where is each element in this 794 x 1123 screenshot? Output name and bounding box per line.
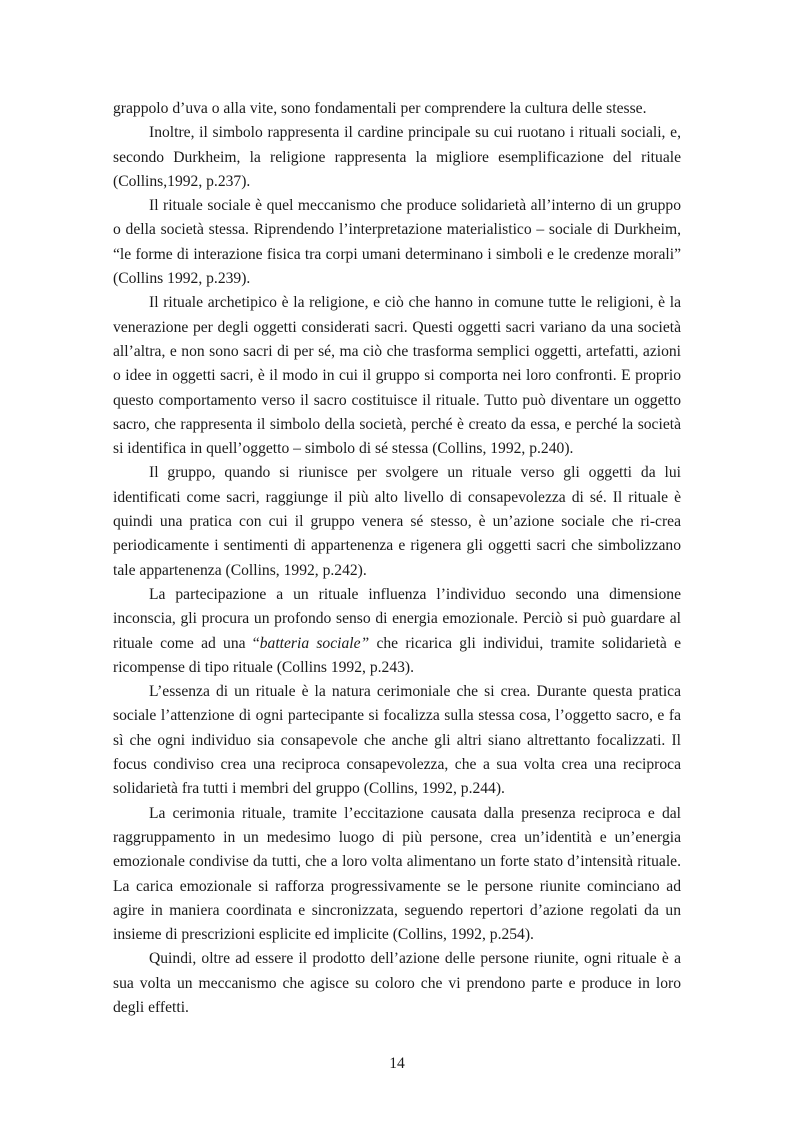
paragraph-ritual-ceremony: La cerimonia rituale, tramite l’eccitazione causata dalla presenza reciproca e dal raggruppamento in un medesimo luogo di più persone, crea un’identità e un’energia emozionale condivise da tutti, che a loro volta alimentano un forte stato d’intensità rituale. La carica emozionale si rafforza progressivamente se le persone riunite cominciano ad agire in maniera coordinata e sincronizzata, seguendo repertori d’azione regolati da un insieme di prescrizioni esplicite ed implicite (Collins, 1992, p.254).	[113, 804, 681, 944]
italic-phrase-batteria-sociale: batteria sociale”	[259, 634, 370, 652]
document-body	[113, 97, 681, 1020]
paragraph-ceremonial-nature: L’essenza di un rituale è la natura cerimoniale che si crea. Durante questa pratica sociale l’attenzione di ogni partecipante si focalizza sulla stessa cosa, l’oggetto sacro, e fa sì che ogni individuo sia consapevole che anche gli altri siano altrettanto focalizzati. Il focus condiviso crea una reciproca consapevolezza, che a sua volta crea una reciproca solidarietà fra tutti i membri del gruppo (Collins, 1992, p.244).	[113, 683, 681, 798]
paragraph-continuation: grappolo d’uva o alla vite, sono fondamentali per comprendere la cultura delle stesse.	[113, 100, 647, 117]
paragraph-group-gathering: Il gruppo, quando si riunisce per svolgere un rituale verso gli oggetti da lui identificati come sacri, raggiunge il più alto livello di consapevolezza di sé. Il rituale è quindi una pratica con cui il gruppo venera sé stesso, è un’azione sociale che ri-crea periodicamente i sentimenti di appartenenza e rigenera gli oggetti sacri che simbolizzano tale appartenenza (Collins, 1992, p.242).	[113, 464, 681, 579]
paragraph-social-battery-after: che ricarica gli individui, tramite solidarietà e ricompense di tipo rituale (Collins 1992, p.243).	[113, 634, 681, 676]
paragraph-archetypal-ritual: Il rituale archetipico è la religione, e ciò che hanno in comune tutte le religioni, è la venerazione per degli oggetti considerati sacri. Questi oggetti sacri variano da una società all’altra, e non sono sacri di per sé, ma ciò che trasforma semplici oggetti, artefatti, azioni o idee in oggetti sacri, è il modo in cui il gruppo si comporta nei loro confronti. E proprio questo comportamento verso il sacro costituisce il rituale. Tutto può diventare un oggetto sacro, che rappresenta il simbolo della società, perché è creato da essa, e perché la società si identifica in quell’oggetto – simbolo di sé stessa (Collins, 1992, p.240).	[113, 294, 681, 458]
paragraph-conclusion: Quindi, oltre ad essere il prodotto dell’azione delle persone riunite, ogni rituale è a sua volta un meccanismo che agisce su coloro che vi prendono parte e produce in loro degli effetti.	[113, 950, 681, 1016]
paragraph-symbol-ritual: Inoltre, il simbolo rappresenta il cardine principale su cui ruotano i rituali sociali, e, secondo Durkheim, la religione rappresenta la migliore esemplificazione del rituale (Collins,1992, p.237).	[113, 124, 681, 190]
paragraph-social-battery	[113, 583, 681, 680]
paragraph-social-battery-before: La partecipazione a un rituale influenza l’individuo secondo una dimensione inconscia, gli procura un profondo senso di energia emozionale. Perciò si può guardare al rituale come ad una “	[113, 585, 681, 652]
paragraph-social-ritual: Il rituale sociale è quel meccanismo che produce solidarietà all’interno di un gruppo o della società stessa. Riprendendo l’interpretazione materialistico – sociale di Durkheim, “le forme di interazione fisica tra corpi umani determinano i simboli e le credenze morali” (Collins 1992, p.239).	[113, 197, 681, 288]
page-number: 14	[389, 1055, 405, 1072]
